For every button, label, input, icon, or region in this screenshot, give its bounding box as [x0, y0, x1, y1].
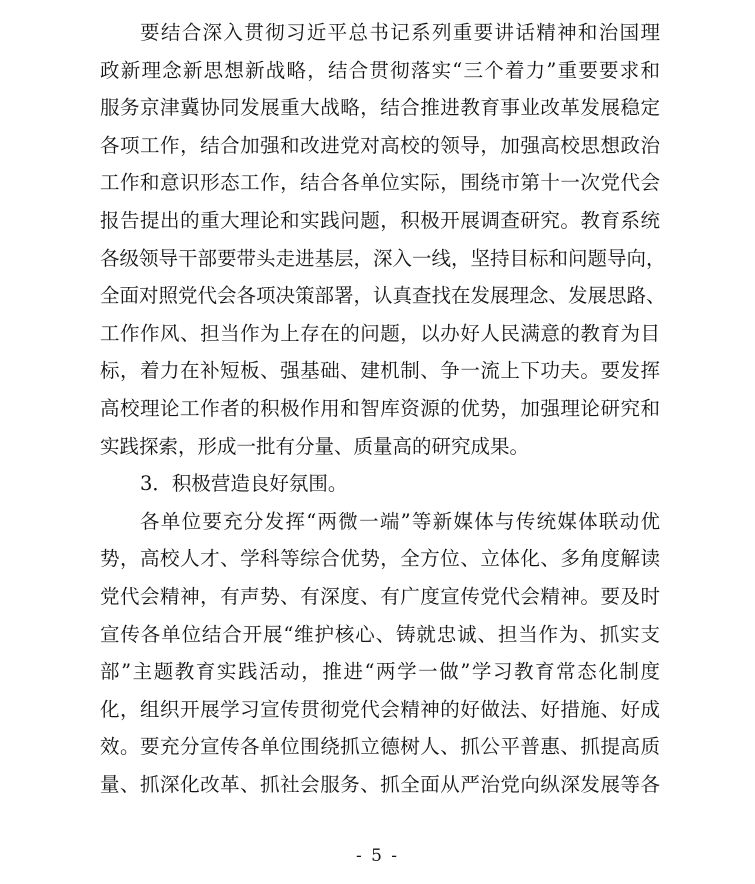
- text-line: 势，高校人才、学科等综合优势，全方位、立体化、多角度解读: [100, 547, 660, 571]
- page-number: - 5 -: [355, 846, 400, 866]
- text-line: 服务京津冀协同发展重大战略，结合推进教育事业改革发展稳定: [100, 96, 660, 120]
- text-line: 部”主题教育实践活动，推进“两学一做”学习教育常态化制度: [100, 660, 660, 684]
- text-line: 报告提出的重大理论和实践问题，积极开展调查研究。教育系统: [100, 208, 660, 232]
- text-line: 高校理论工作者的积极作用和智库资源的优势，加强理论研究和: [100, 396, 660, 420]
- text-line: 各单位要充分发挥“两微一端”等新媒体与传统媒体联动优: [140, 509, 660, 533]
- text-line: 要结合深入贯彻习近平总书记系列重要讲话精神和治国理: [140, 21, 660, 44]
- text-line: 党代会精神，有声势、有深度、有广度宣传党代会精神。要及时: [100, 584, 660, 608]
- section-heading: 3．积极营造良好氛围。: [140, 472, 348, 496]
- text-line: 化，组织开展学习宣传贯彻党代会精神的好做法、好措施、好成: [100, 697, 660, 721]
- text-line: 各级领导干部要带头走进基层，深入一线，坚持目标和问题导向，: [100, 246, 666, 270]
- text-line: 工作和意识形态工作，结合各单位实际，围绕市第十一次党代会: [100, 171, 660, 195]
- text-line: 效。要充分宣传各单位围绕抓立德树人、抓公平普惠、抓提高质: [100, 735, 660, 759]
- body-text: [100, 14, 666, 803]
- text-line: 各项工作，结合加强和改进党对高校的领导，加强高校思想政治: [100, 133, 660, 157]
- text-line: 工作作风、担当作为上存在的问题，以办好人民满意的教育为目: [100, 321, 660, 345]
- text-line: 实践探索，形成一批有分量、质量高的研究成果。: [100, 434, 530, 458]
- text-line: 全面对照党代会各项决策部署，认真查找在发展理念、发展思路、: [100, 284, 666, 308]
- text-line: 标，着力在补短板、强基础、建机制、争一流上下功夫。要发挥: [100, 359, 660, 383]
- text-line: 宣传各单位结合开展“维护核心、铸就忠诚、担当作为、抓实支: [100, 622, 660, 646]
- text-line: 量、抓深化改革、抓社会服务、抓全面从严治党向纵深发展等各: [100, 772, 660, 796]
- text-line: 政新理念新思想新战略，结合贯彻落实“三个着力”重要要求和: [100, 58, 660, 82]
